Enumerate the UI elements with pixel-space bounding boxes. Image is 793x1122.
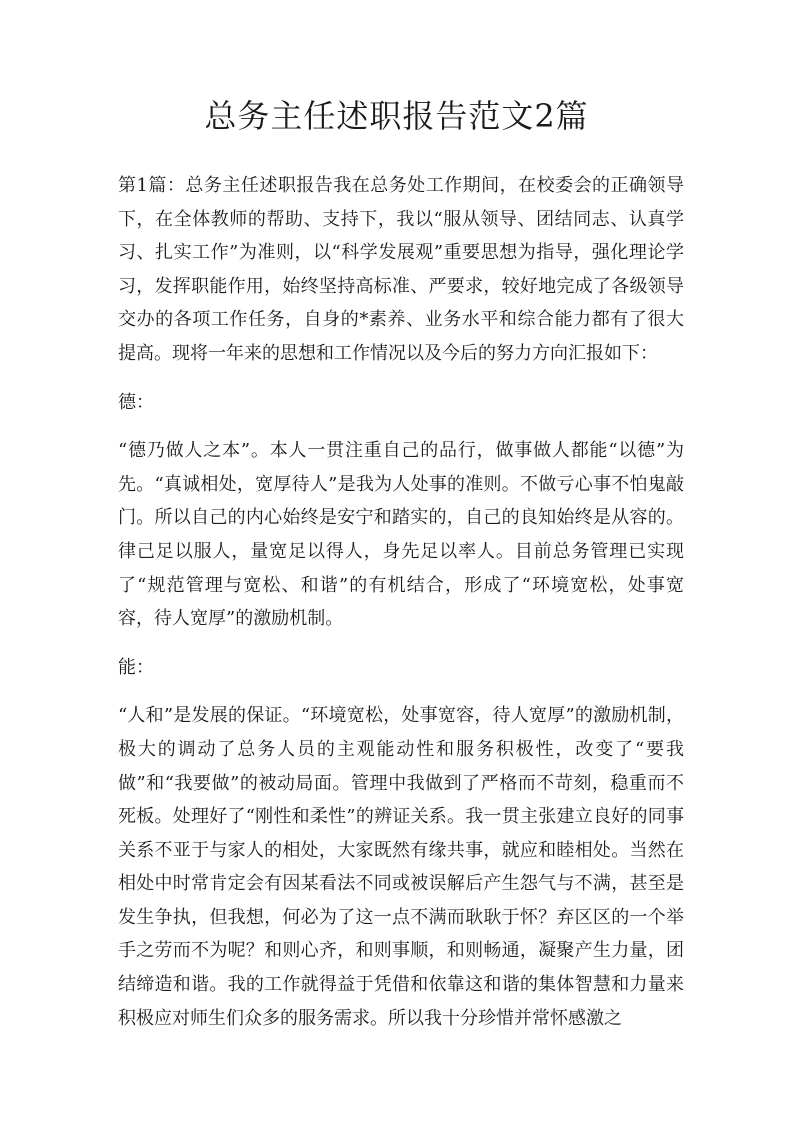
intro-paragraph: 第1篇：总务主任述职报告我在总务处工作期间，在校委会的正确领导下，在全体教师的帮助、支持下，我以“服从领导、团结同志、认真学习、扎实工作”为准则，以“科学发展观”重要思想为指导，强化理论学习，发挥职能作用，始终坚持高标准、严要求，较好地完成了各级领导交办的各项工作任务，自身的*素养、业务水平和综合能力都有了很大提高。现将一年来的思想和工作情况以及今后的努力方向汇报如下：	[118, 175, 684, 364]
document-body	[118, 169, 684, 1035]
section-heading-neng: 能：	[118, 656, 154, 678]
section-heading-de: 德：	[118, 391, 154, 413]
section-paragraph-de: “德乃做人之本”。本人一贯注重自己的品行，做事做人都能“以德”为先。“真诚相处，宽厚待人”是我为人处事的准则。不做亏心事不怕鬼敲门。所以自己的内心始终是安宁和踏实的，自己的良知始终是从容的。律己足以服人，量宽足以得人，身先足以率人。目前总务管理已实现了“规范管理与宽松、和谐”的有机结合，形成了“环境宽松，处事宽容，待人宽厚”的激励机制。	[118, 440, 684, 630]
document-title: 总务主任述职报告范文2篇	[204, 97, 589, 135]
section-paragraph-neng: “人和”是发展的保证。“环境宽松，处事宽容，待人宽厚”的激励机制，极大的调动了总务人员的主观能动性和服务积极性，改变了“要我做”和“我要做”的被动局面。管理中我做到了严格而不苛刻，稳重而不死板。处理好了“刚性和柔性”的辨证关系。我一贯主张建立良好的同事关系不亚于与家人的相处，大家既然有缘共事，就应和睦相处。当然在相处中时常肯定会有因某看法不同或被误解后产生怨气与不满，甚至是发生争执，但我想，何必为了这一点不满而耿耿于怀？弃区区的一个举手之劳而不为呢？和则心齐，和则事顺，和则畅通，凝聚产生力量，团结缔造和谐。我的工作就得益于凭借和依靠这和谐的集体智慧和力量来积极应对师生们众多的服务需求。所以我十分珍惜并常怀感激之	[118, 705, 684, 1029]
